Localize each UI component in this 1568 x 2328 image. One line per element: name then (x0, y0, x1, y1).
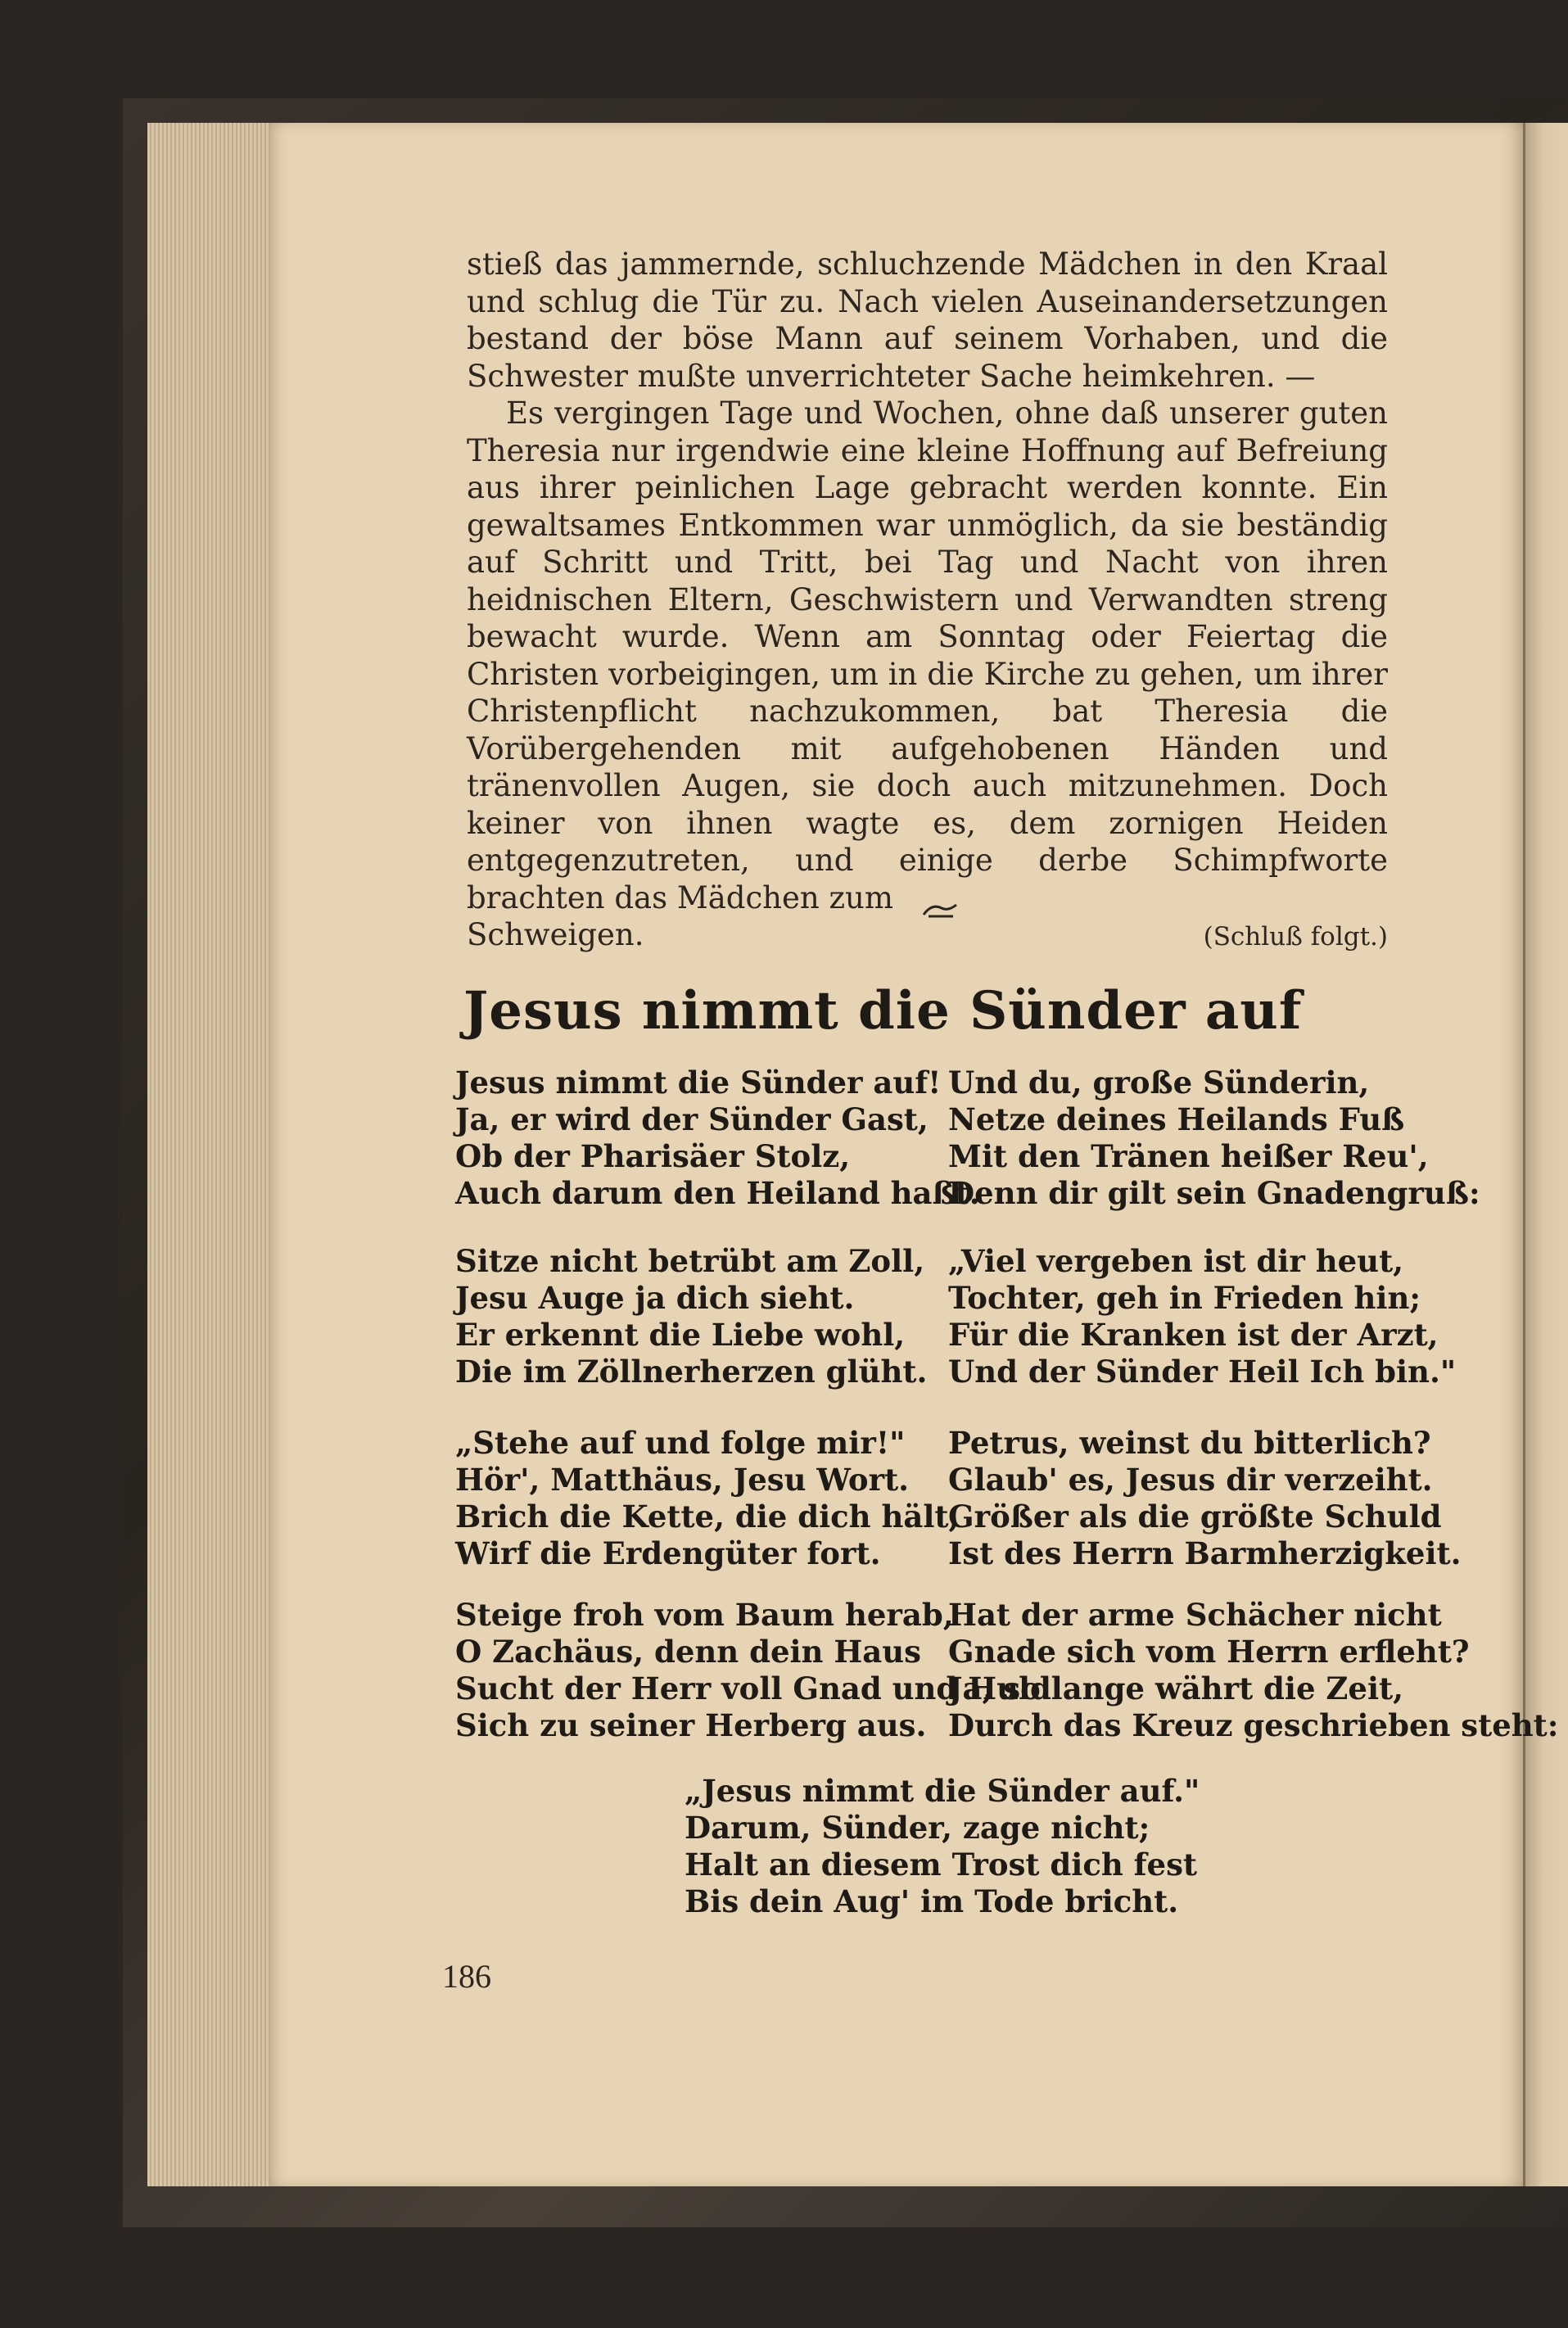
poem-line: Glaub' es, Jesus dir verzeiht. (948, 1462, 1433, 1498)
poem-line: Denn dir gilt sein Gnadengruß: (948, 1175, 1480, 1211)
continuation-note: (Schluß folgt.) (1203, 922, 1388, 952)
prose-tail-line (467, 916, 1388, 956)
poem-line: Ja, er wird der Sünder Gast, (455, 1101, 929, 1137)
poem-line: Netze deines Heilands Fuß (948, 1101, 1405, 1137)
poem-line: Auch darum den Heiland haßt. (455, 1175, 980, 1211)
poem-line: Hat der arme Schächer nicht (948, 1597, 1442, 1633)
poem-line: „Jesus nimmt die Sünder auf." (685, 1773, 1200, 1809)
page-edges (147, 123, 278, 2186)
poem-line: Ja, so lange währt die Zeit, (948, 1670, 1403, 1706)
stanza-6 (948, 1425, 1461, 1572)
prose-paragraph-1: stieß das jammernde, schluchzende Mädchen in den Kraal und schlug die Tür zu. Nach vielen Auseinandersetzungen bestand der böse Mann auf seinem Vorhaben, und die Schwester mußte unverrichteter Sache heimkehren. — (467, 246, 1388, 394)
poem-line: Für die Kranken ist der Arzt, (948, 1317, 1439, 1353)
poem-line: Größer als die größte Schuld (948, 1499, 1442, 1535)
poem-line: Petrus, weinst du bitterlich? (948, 1425, 1431, 1461)
poem-line: Wirf die Erdengüter fort. (455, 1535, 881, 1571)
poem-line: Steige froh vom Baum herab, (455, 1597, 954, 1633)
poem-title: Jesus nimmt die Sünder auf (463, 980, 1303, 1042)
poem-line: Hör', Matthäus, Jesu Wort. (455, 1462, 910, 1498)
poem-line: Ob der Pharisäer Stolz, (455, 1138, 851, 1174)
poem-line: Mit den Tränen heißer Reu', (948, 1138, 1429, 1174)
poem-line: Jesus nimmt die Sünder auf! (455, 1065, 942, 1101)
poem-line: Sich zu seiner Herberg aus. (455, 1707, 927, 1743)
stanza-2 (948, 1065, 1480, 1212)
poem-line: Jesu Auge ja dich sieht. (455, 1280, 855, 1316)
stanza-5 (455, 1425, 959, 1572)
poem-line: Halt an diesem Trost dich fest (685, 1847, 1198, 1883)
poem-line: Sitze nicht betrübt am Zoll, (455, 1243, 925, 1279)
poem-line: Gnade sich vom Herrn erfleht? (948, 1634, 1470, 1670)
prose-paragraph-2: Es vergingen Tage und Wochen, ohne daß unserer guten Theresia nur irgendwie eine kleine Hoffnung auf Befreiung aus ihrer peinlichen Lage gebracht werden konnte. Ein gewaltsames Entkommen war unmöglich, da sie beständig auf Schritt und Tritt, bei Tag und Nacht von ihren heidnischen Eltern, Geschwistern und Verwandten streng bewacht wurde. Wenn am Sonntag oder Feiertag die Christen vorbeigingen, um in die Kirche zu gehen, um ihrer Christenpflicht nachzukommen, bat Theresia die Vorübergehenden mit aufgehobenen Händen und tränenvollen Augen, sie doch auch mitzunehmen. Doch keiner von ihnen wagte es, dem zornigen Heiden entgegenzutreten, und einige derbe Schimpfworte brachten das Mädchen zum (467, 396, 1388, 915)
stanza-1 (455, 1065, 980, 1212)
poem-line: Tochter, geh in Frieden hin; (948, 1280, 1421, 1316)
poem-line: „Viel vergeben ist dir heut, (948, 1243, 1404, 1279)
poem-line: Ist des Herrn Barmherzigkeit. (948, 1535, 1462, 1571)
poem-line: Brich die Kette, die dich hält, (455, 1499, 960, 1535)
page-number: 186 (442, 1958, 491, 1995)
stanza-9 (685, 1773, 1200, 1920)
poem-line: Er erkennt die Liebe wohl, (455, 1317, 906, 1353)
poem-line: Darum, Sünder, zage nicht; (685, 1810, 1150, 1846)
stanza-8 (948, 1597, 1558, 1744)
poem-line: O Zachäus, denn dein Haus (455, 1634, 922, 1670)
stanza-4 (948, 1243, 1456, 1390)
stanza-3 (455, 1243, 927, 1390)
poem-line: Durch das Kreuz geschrieben steht: (948, 1707, 1559, 1743)
poem-line: Und der Sünder Heil Ich bin." (948, 1354, 1457, 1390)
poem-line: Die im Zöllnerherzen glüht. (455, 1354, 928, 1390)
poem-line: „Stehe auf und folge mir!" (455, 1425, 906, 1461)
poem-line: Und du, große Sünderin, (948, 1065, 1370, 1101)
poem-line: Sucht der Herr voll Gnad und Huld (455, 1670, 1051, 1706)
prose-text (467, 246, 1388, 956)
facing-page-edge (1523, 123, 1568, 2186)
ornament-icon (920, 897, 961, 921)
prose-paragraph-2-end: Schweigen. (467, 917, 644, 952)
poem-line: Bis dein Aug' im Tode bricht. (685, 1883, 1179, 1919)
